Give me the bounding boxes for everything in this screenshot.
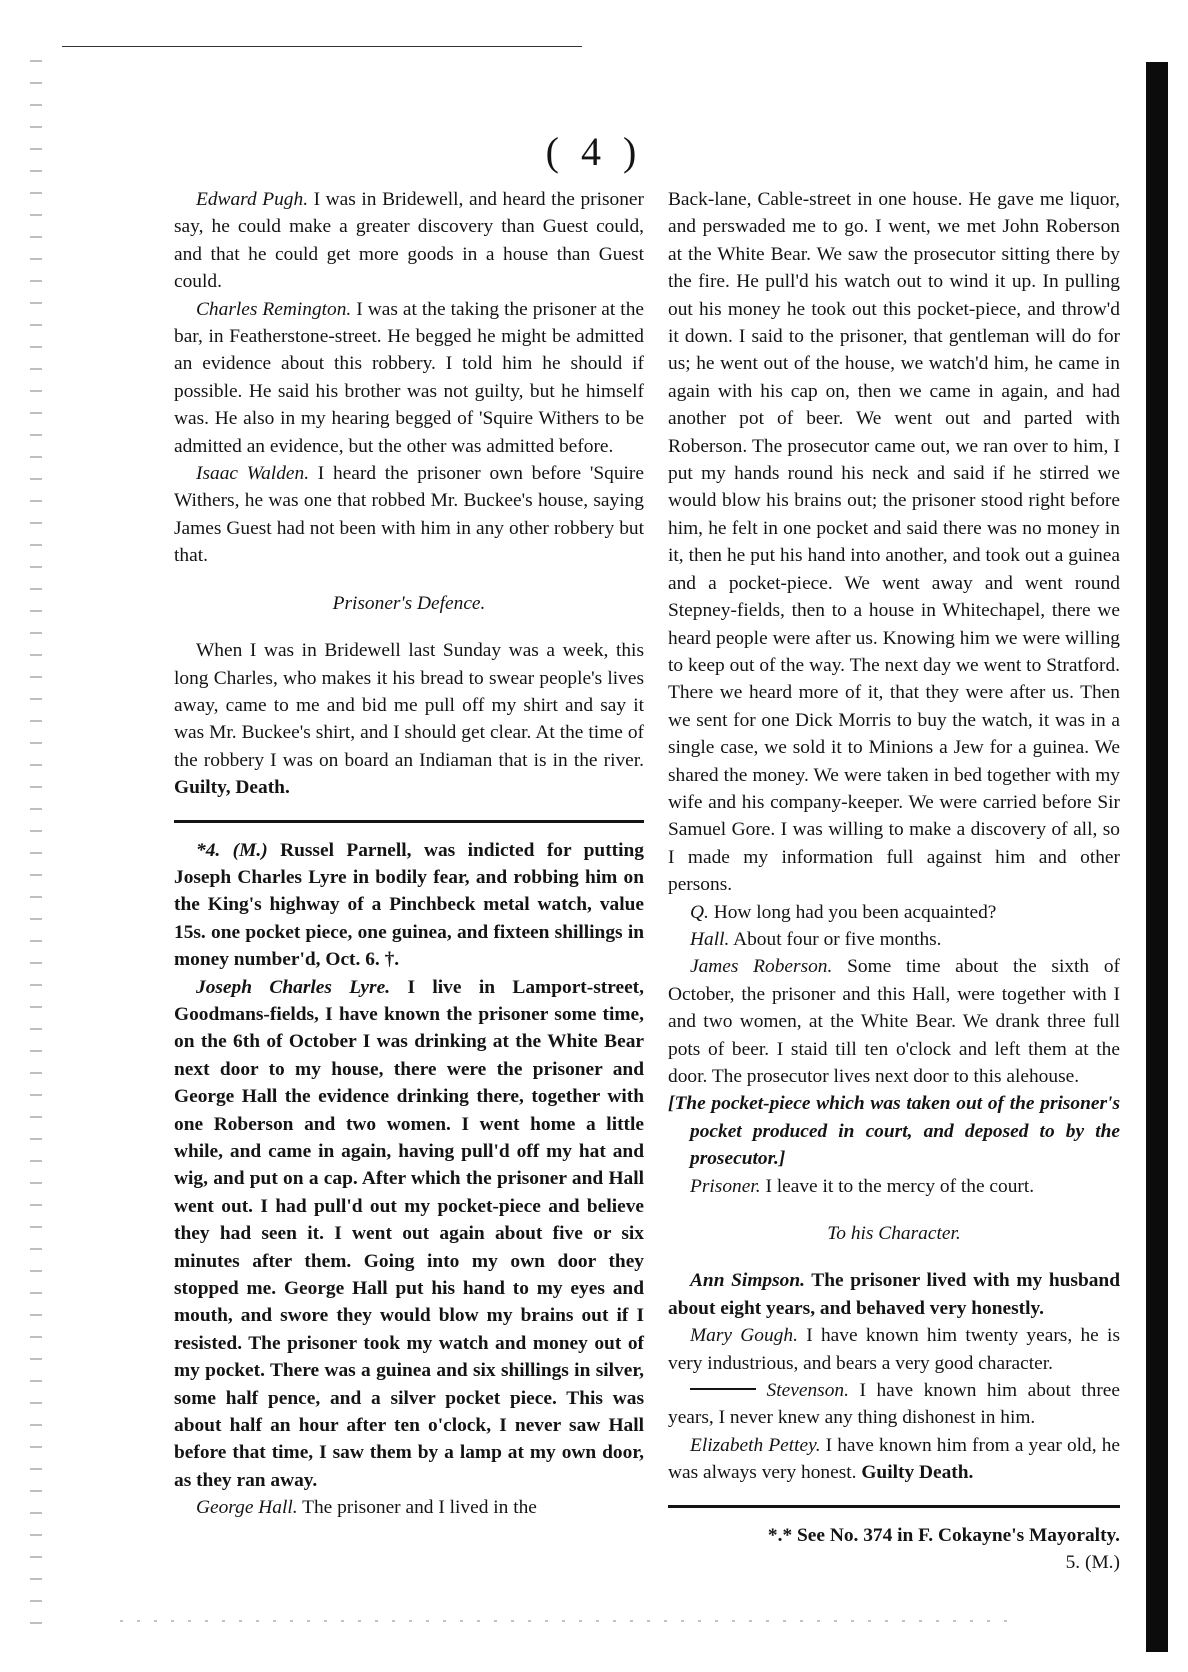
indictment-text: was indicted for putting Joseph Charles Lyre in bodily fear, and robbing him on the King's highway of a Pinchbeck metal watch, value 15s. one pocket piece, one guinea, and fixteen shillings in money number'd, Oct. 6. †. xyxy=(174,839,644,971)
testimony-text: The prisoner and I lived in the xyxy=(302,1497,537,1519)
question-label: Q. xyxy=(690,901,709,923)
speaker-name: Hall. xyxy=(690,928,730,950)
testimony-remington xyxy=(174,296,644,460)
speaker-name: Isaac Walden. xyxy=(196,463,310,485)
scan-bottom-speckles xyxy=(120,1620,1020,1622)
defence-verdict: Guilty, Death. xyxy=(174,777,290,799)
defendant-name: Russel Parnell, xyxy=(280,839,412,861)
defence-text: When I was in Bridewell last Sunday was a week, this long Charles, who makes it his bread to swear people's lives away, came to me and bid me pull off my shirt and say it was Mr. Buckee's shirt, and I should get clear. At the time of the robbery I was on board an Indiaman that is in the river. Guilty, Death. xyxy=(174,640,644,799)
witness-simpson: Ann Simpson. The prisoner lived with my husband about eight years, and behaved very honestly. xyxy=(668,1270,1120,1319)
name-blank xyxy=(690,1388,756,1390)
right-column xyxy=(668,186,1120,1577)
footnote-divider xyxy=(668,1505,1120,1508)
speaker-name: Charles Remington. xyxy=(196,298,352,320)
speaker-name: George Hall. xyxy=(196,1497,298,1519)
testimony-text: I heard the prisoner own before 'Squire Withers, he was one that robbed Mr. Buckee's house, saying James Guest had not been with him in any other robbery but that. xyxy=(174,463,644,567)
testimony-hall-continued: Back-lane, Cable-street in one house. He gave me liquor, and perswaded me to go. I went, we met John Roberson at the White Bear. We saw the prosecutor sitting there by the fire. He pull'd his watch out to wind it up. In pulling out his money he took out this pocket-piece, and throw'd it down. I said to the prisoner, that gentleman will do for us; he went out of the house, we watch'd him, he came in again with his cap on, then we came in again, and had another pot of beer. We went out and parted with Roberson. The prosecutor came out, we ran over to him, I put my hands round his neck and said if he stirred we would blow his brains out; the prisoner stood right before him, he felt in one pocket and said there was no money in it, then he put his hand into another, and took out a guinea and a pocket-piece. We went away and went round Stepney-fields, then to a house in Whitechapel, there we heard people were after us. Knowing him we were willing to keep out of the way. The next day we went to Stratford. There we heard more of it, that they were after us. Then we sent for one Dick Morris to buy the watch, it was in a single case, we sold it to Minions a Jew for a guinea. We shared the money. We were taken in bed together with my wife and his company-keeper. We were carried before Sir Samuel Gore. I was willing to make a discovery of all, so I made my information full against him and other persons. xyxy=(668,189,1120,896)
scan-edge-shadow xyxy=(1146,62,1168,1652)
speaker-name: James Roberson. xyxy=(690,956,833,978)
testimony-walden xyxy=(174,460,644,570)
witness-gough: Mary Gough. I have known him twenty years, he is very industrious, and bears a very good character. xyxy=(668,1325,1120,1374)
testimony-text: I was in Bridewell, and heard the prisoner say, he could make a greater discovery than Guest could, and that he could get more goods in a house than Guest could. xyxy=(174,189,644,293)
witness-pettey: Elizabeth Pettey. I have known him from a year old, he was always very honest. Guilty Death. xyxy=(668,1434,1120,1484)
case-number: *4. (M.) xyxy=(196,839,268,861)
testimony-lyre xyxy=(174,974,644,1495)
catchword: 5. (M.) xyxy=(1065,1552,1120,1574)
speaker-name: Edward Pugh. xyxy=(196,189,309,210)
final-verdict: Guilty Death. xyxy=(861,1462,974,1484)
testimony-pugh xyxy=(174,186,644,296)
prisoner-statement: Prisoner. I leave it to the mercy of the court. xyxy=(690,1175,1035,1197)
speaker-name: Ann Simpson. xyxy=(690,1270,805,1292)
page-number: ( 4 ) xyxy=(545,129,643,174)
testimony-text: I live in Lamport-street, Goodmans-fields, I have known the prisoner some time, on the 6th of October I was drinking at the White Bear next door to my house, there were the prisoner and George Hall the evidence drinking there, together with one Roberson and two women. I went home a little while, and came in again, having pull'd off my hat and wig, and put on a cap. After which the prisoner and Hall went out. I had pull'd out my pocket-piece and believe they had seen it. I went out again about five or six minutes after them. Going into my own door they stopped me. George Hall put his hand to my eyes and mouth, and swore they would blow my brains out if I resisted. The prisoner took my watch and money out of my pocket. There was a guinea and six shillings in silver, some half pence, and a silver pocket piece. This was about half an hour after ten o'clock, I never saw Hall before that time, I saw them by a lamp at my own door, as they ran away. xyxy=(174,976,644,1491)
defence-heading: Prisoner's Defence. xyxy=(332,592,486,614)
answer-hall: Hall. About four or five months. xyxy=(690,928,942,950)
speaker-name: Mary Gough. xyxy=(690,1325,798,1347)
testimony-text: I was at the taking the prisoner at the bar, in Featherstone-street. He begged he might be admitted an evidence about this robbery. I told him he should if possible. He said his brother was not guilty, but he himself was. He also in my hearing begged of 'Squire Withers to be admitted an evidence, but the other was admitted before. xyxy=(174,298,644,457)
speaker-name: Joseph Charles Lyre. xyxy=(196,976,391,998)
court-note: [The pocket-piece which was taken out of the prisoner's pocket produced in court, and deposed to by the prosecutor.] xyxy=(668,1093,1120,1170)
character-heading: To his Character. xyxy=(827,1223,961,1245)
case-divider xyxy=(174,820,644,823)
speaker-name: Prisoner. xyxy=(690,1175,761,1197)
speaker-name: Stevenson. xyxy=(766,1380,849,1402)
footnote: *.* See No. 374 in F. Cokayne's Mayoralty. xyxy=(767,1524,1120,1546)
scan-margin-speckles xyxy=(30,60,42,1640)
top-rule xyxy=(62,46,582,47)
case-indictment xyxy=(174,837,644,974)
left-column xyxy=(174,186,644,1522)
testimony-hall-start xyxy=(174,1494,644,1521)
testimony-roberson: James Roberson. Some time about the sixth of October, the prisoner and this Hall, were together with I and two women, at the White Bear. We drank three full pots of beer. I staid till ten o'clock and left them at the door. The prosecutor lives next door to this alehouse. xyxy=(668,956,1120,1087)
speaker-name: Elizabeth Pettey. xyxy=(690,1434,821,1456)
witness-stevenson: Stevenson. I have known him about three years, I never knew any thing dishonest in him. xyxy=(668,1380,1120,1429)
question: Q. How long had you been acquainted? xyxy=(690,901,997,923)
